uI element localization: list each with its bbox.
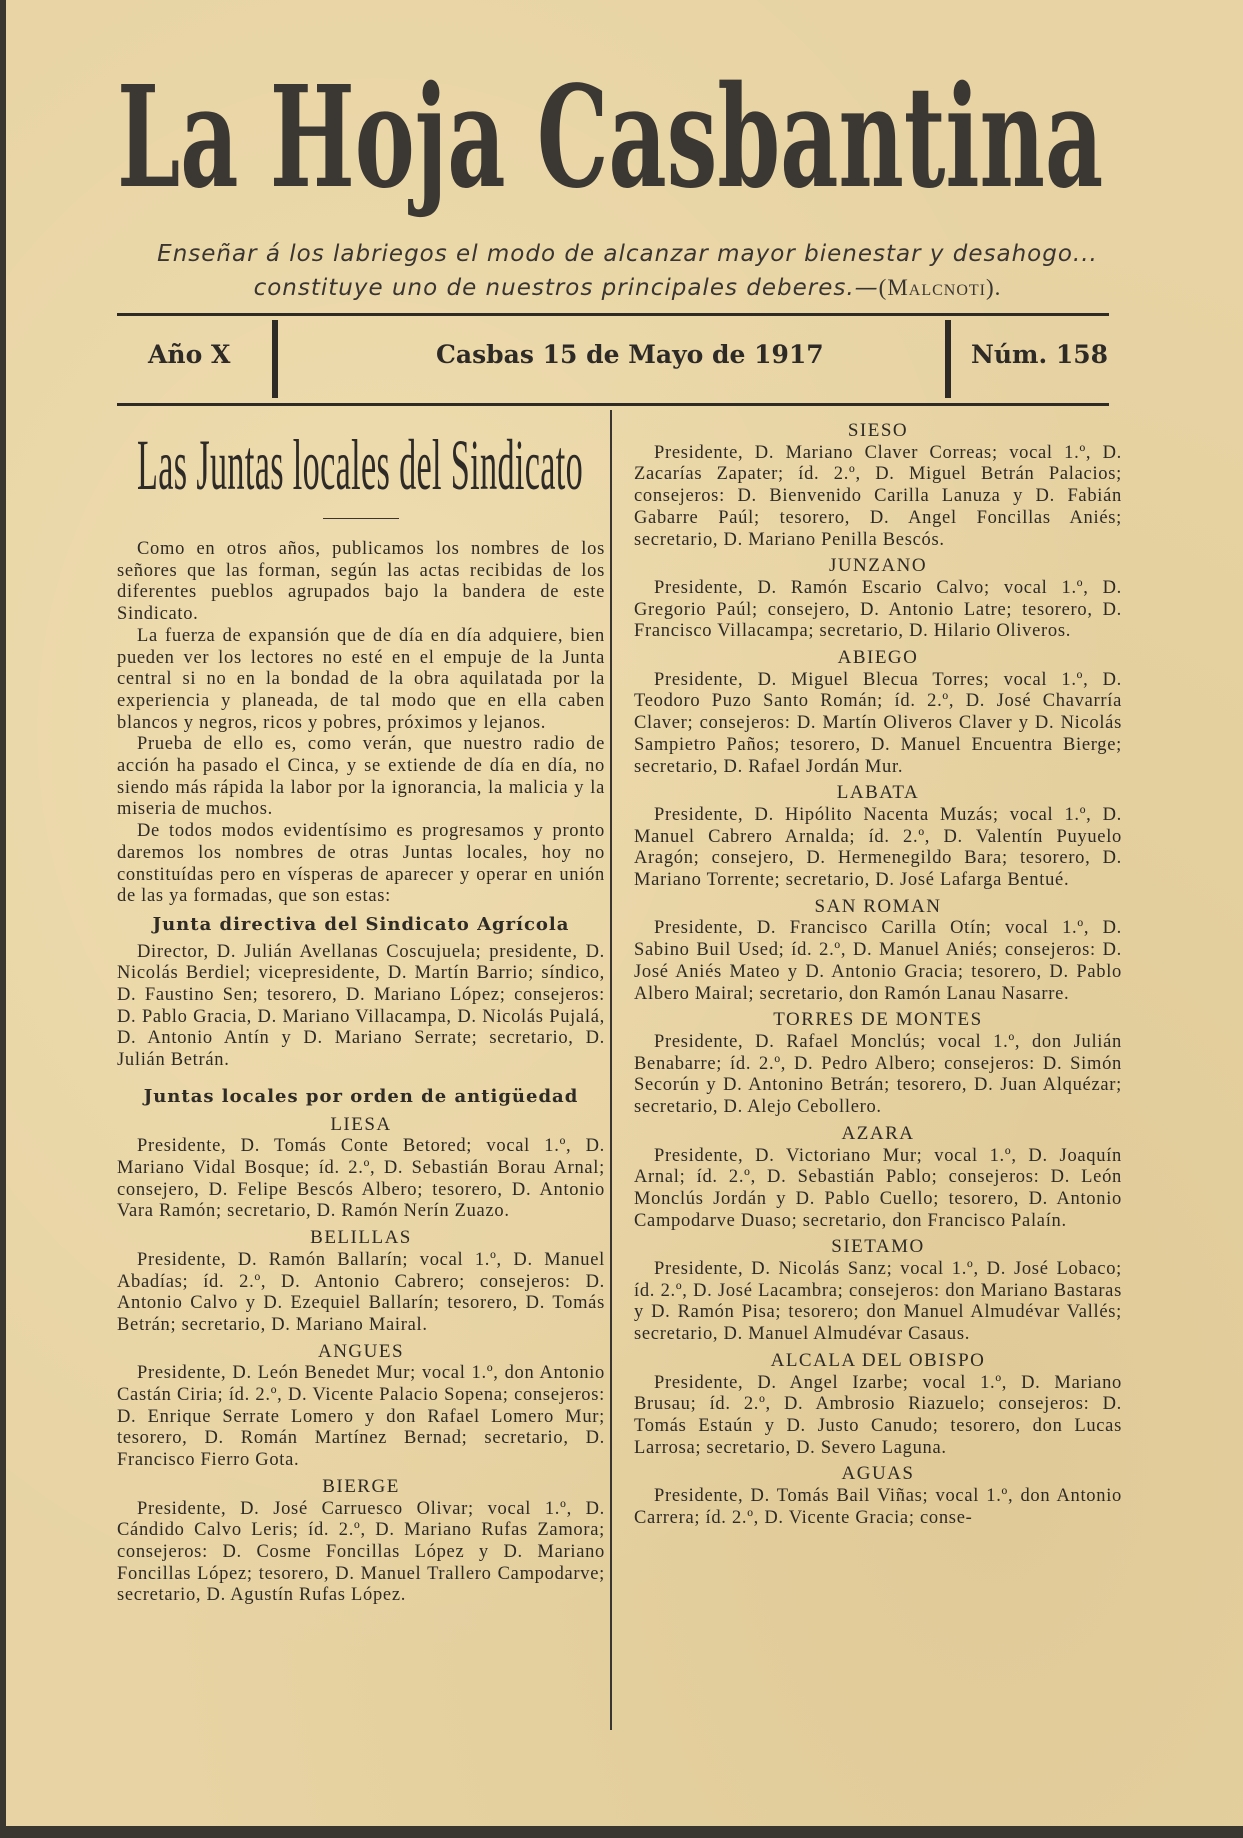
junta-text: Presidente, D. Hipólito Nacenta Muzás; vocal 1.º, D. Manuel Cabrero Arnalda; íd. 2.º, D. Valentín Puyuelo Aragón; consejero, D. Hermenegildo Bara; tesorero, D. Mariano Torrente; secretario, D. José Lafarga Bentué.	[634, 804, 1122, 891]
junta-text: Presidente, D. José Carruesco Olivar; vocal 1.º, D. Cándido Calvo Leris; íd. 2.º, D. Mariano Rufas Zamora; consejeros: D. Cosme Foncillas López y D. Mariano Foncillas López; tesorero, D. Manuel Trallero Campodarve; secretario, D. Agustín Rufas López.	[117, 1498, 605, 1606]
town-heading: LABATA	[836, 782, 920, 804]
town-heading: ANGUES	[317, 1340, 405, 1362]
junta-text: Presidente, D. Tomás Bail Viñas; vocal 1.º, don Antonio Carrera; íd. 2.º, D. Vicente Gracia; conse-	[634, 1486, 1122, 1528]
junta-text: Presidente, D. Tomás Conte Betored; vocal 1.º, D. Mariano Vidal Bosque; íd. 2.º, D. Sebastián Borau Arnal; consejero, D. Felipe Bescós Albero; tesorero, D. Antonio Vara Ramón; secretario, D. Ramón Nerín Zuazo.	[117, 1136, 605, 1222]
town-heading: ABIEGO	[837, 647, 919, 669]
issue-date: Casbas 15 de Mayo de 1917	[436, 340, 824, 369]
town-heading: SIETAMO	[831, 1236, 925, 1258]
town-heading: BIERGE	[322, 1475, 400, 1497]
town-heading: JUNZANO	[828, 555, 928, 577]
article-title: Las Juntas locales del Sindicato	[137, 425, 584, 505]
junta-text: Presidente, D. Rafael Monclús; vocal 1.º, don Julián Benabarre; íd. 2.º, D. Pedro Albero; consejeros: D. Simón Secorún y D. Antonino Betrán; tesorero, D. Juan Alquézar; secretario, D. Alejo Cebollero.	[634, 1031, 1122, 1118]
paragraph: La fuerza de expansión que de día en día adquiere, bien pueden ver los lectores no esté en el empuje de la Junta central si no en la bondad de la obra aquilatada por la experiencia y planeada, de tal modo que en ella caben blancos y negros, ricos y pobres, próximos y lejanos.	[117, 625, 605, 733]
town-heading: SAN ROMAN	[814, 895, 942, 917]
motto-line-1: Enseñar á los labriegos el modo de alcanzar mayor bienestar y desahogo...	[157, 241, 1098, 267]
motto-line-2	[6, 274, 1243, 302]
motto-text: constituye uno de nuestros principales deberes.—	[253, 275, 879, 301]
paragraph: Prueba de ello es, como verán, que nuestro radio de acción ha pasado el Cinca, y se extiende de día en día, no siendo más rápida la labor por la ignorancia, la malicia y la miseria de muchos.	[117, 734, 605, 820]
issue-year: Año X	[148, 340, 231, 369]
junta-text: Presidente, D. Victoriano Mur; vocal 1.º, D. Joaquín Arnal; íd. 2.º, D. Sebastián Pablo; consejeros: D. León Monclús Jordán y D. Pablo Cuello; tesorero, D. Antonio Campodarve Duaso; secretario, don Francisco Palaín.	[634, 1145, 1122, 1231]
header-bottom-rule	[117, 403, 1109, 406]
paragraph: Director, D. Julián Avellanas Coscujuela; presidente, D. Nicolás Berdiel; vicepresidente, D. Martín Barrio; síndico, D. Faustino Sen; tesorero, D. Mariano López; consejeros: D. Pablo Gracia, D. Mariano Villacampa, D. Nicolás Pujalá, D. Antonio Antín y D. Mariano Serrate; secretario, D. Julián Betrán.	[117, 941, 605, 1071]
motto-author: (Malcnoti).	[878, 275, 1002, 300]
town-heading: LIESA	[330, 1113, 392, 1135]
junta-text: Presidente, D. Ramón Escario Calvo; vocal 1.º, D. Gregorio Paúl; consejero, D. Antonio Latre; tesorero, D. Francisco Villacampa; secretario, D. Hilario Oliveros.	[634, 577, 1122, 642]
junta-text: Presidente, D. Angel Izarbe; vocal 1.º, D. Mariano Brusau; íd. 2.º, D. Ambrosio Riazuelo; consejeros: D. Tomás Estaún y D. Justo Canudo; tesorero, don Lucas Larrosa; secretario, D. Severo Laguna.	[634, 1372, 1122, 1458]
junta-text: Presidente, D. Ramón Ballarín; vocal 1.º, D. Manuel Abadías; íd. 2.º, D. Antonio Cabrero; consejeros: D. Antonio Calvo y D. Ezequiel Ballarín; tesorero, D. Tomás Betrán; secretario, D. Mariano Mairal.	[117, 1249, 605, 1335]
left-column	[117, 420, 605, 1607]
column-divider	[610, 410, 612, 1730]
right-column	[634, 420, 1122, 1529]
paragraph: Como en otros años, publicamos los nombres de los señores que las forman, según las actas recibidas de los diferentes pueblos agrupados bajo la bandera de este Sindicato.	[117, 539, 605, 625]
paragraph: De todos modos evidentísimo es progresamos y pronto daremos los nombres de otras Juntas locales, hoy no constituídas pero en vísperas de aparecer y operar en unión de las ya formadas, que son estas:	[117, 821, 605, 907]
junta-text: Presidente, D. Francisco Carilla Otín; vocal 1.º, D. Sabino Buil Used; íd. 2.º, D. Manuel Aniés; consejeros: D. José Aniés Mateo y D. Antonio Gracia; tesorero, D. Pablo Albero Mairal; secretario, don Ramón Lanau Nasarre.	[634, 918, 1122, 1004]
town-heading: BELILLAS	[310, 1227, 412, 1249]
town-heading: ALCALA DEL OBISPO	[770, 1349, 986, 1371]
junta-text: Presidente, D. Nicolás Sanz; vocal 1.º, D. José Lobaco; íd. 2.º, D. José Lacambra; consejeros: don Mariano Bastaras y D. Ramón Pisa; tesorero; don Manuel Almudévar Vallés; secretario, D. Manuel Almudévar Casaus.	[634, 1259, 1122, 1345]
header-top-rule	[117, 313, 1109, 316]
section-heading: Juntas locales por orden de antigüedad	[143, 1085, 579, 1107]
issue-number: Núm. 158	[971, 340, 1109, 369]
header-divider	[945, 320, 951, 398]
junta-text: Presidente, D. Mariano Claver Correas; vocal 1.º, D. Zacarías Zapater; íd. 2.º, D. Miguel Betrán Palacios; consejeros: D. Bienvenido Carilla Lanuza y D. Fabián Gabarre Paúl; tesorero, D. Angel Foncillas Aniés; secretario, D. Mariano Penilla Bescós.	[634, 442, 1122, 550]
town-heading: AZARA	[841, 1122, 915, 1144]
town-heading: AGUAS	[841, 1463, 915, 1485]
junta-text: Presidente, D. Miguel Blecua Torres; vocal 1.º, D. Teodoro Puzo Santo Román; íd. 2.º, D. José Chavarría Claver; consejeros: D. Martín Oliveros Claver y D. Nicolás Sampietro Paños; tesorero, D. Manuel Encuentra Bierge; secretario, D. Rafael Jordán Mur.	[634, 669, 1122, 777]
newspaper-page	[6, 0, 1243, 1826]
town-heading: TORRES DE MONTES	[773, 1009, 983, 1031]
title-rule	[323, 518, 399, 519]
masthead-title: La Hoja Casbantina	[117, 56, 1104, 220]
town-heading: SIESO	[847, 420, 909, 441]
junta-text: Presidente, D. León Benedet Mur; vocal 1.º, don Antonio Castán Ciria; íd. 2.º, D. Vicente Palacio Sopena; consejeros: D. Enrique Serrate Lomero y don Rafael Lomero Mur; tesorero, D. Román Martínez Bernad; secretario, D. Francisco Fierro Gota.	[117, 1363, 605, 1471]
section-heading: Junta directiva del Sindicato Agrícola	[152, 913, 570, 935]
header-divider	[272, 320, 278, 398]
article-title-wrap	[117, 420, 605, 516]
